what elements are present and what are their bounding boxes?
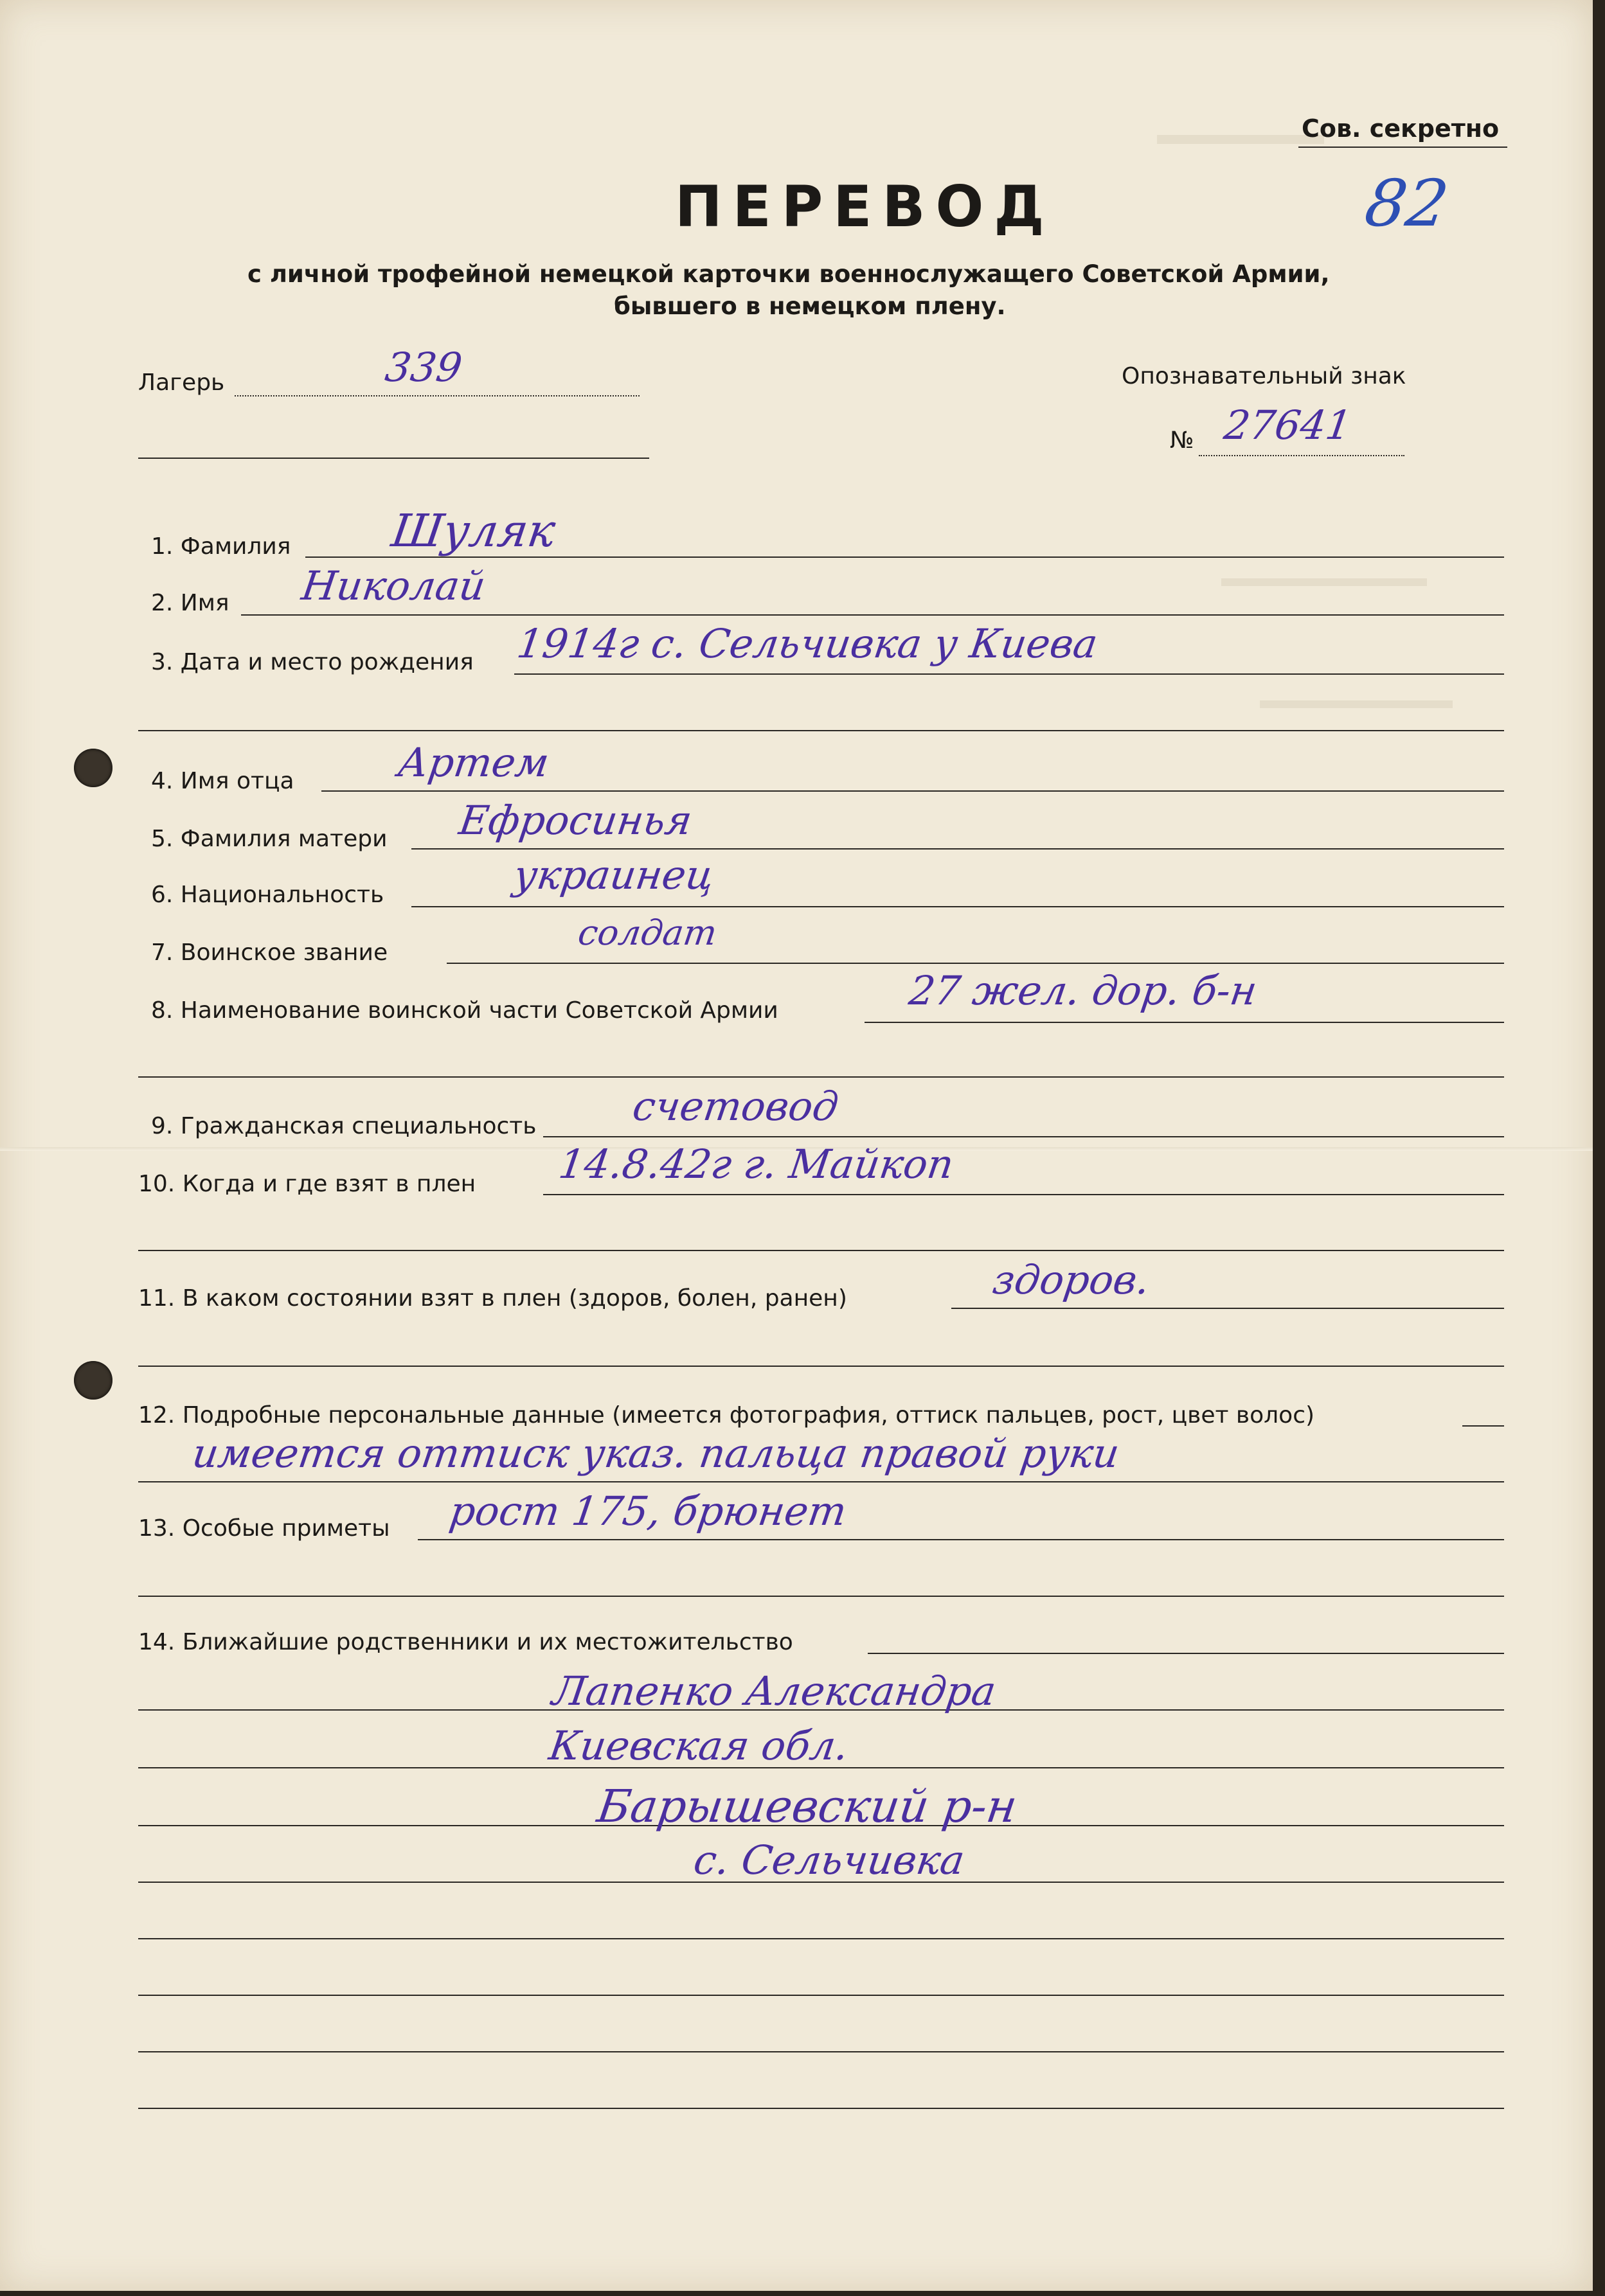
bleed-through xyxy=(1221,578,1427,586)
field-line xyxy=(138,2108,1504,2109)
nationality-value: украинец xyxy=(510,851,717,898)
field-label: 8. Наименование воинской части Советской Армии xyxy=(151,997,778,1024)
first-name-value: Николай xyxy=(298,562,489,609)
field-line xyxy=(321,790,1504,792)
camp-line xyxy=(235,395,640,396)
classification-stamp: Сов. секретно xyxy=(1302,114,1500,143)
features-value: рост 175, брюнет xyxy=(446,1488,850,1535)
field-line xyxy=(868,1653,1504,1654)
page-subtitle: с личной трофейной немецкой карточки военнослужащего Советской Армии, xyxy=(247,260,1330,288)
number-sign: № xyxy=(1170,427,1194,454)
field-line xyxy=(411,848,1504,850)
bleed-through xyxy=(1157,135,1324,144)
field-label: 10. Когда и где взят в плен xyxy=(138,1171,476,1197)
sheet-number: 82 xyxy=(1360,166,1453,241)
blank-line xyxy=(138,1250,1504,1251)
field-label: 7. Воинское звание xyxy=(151,939,388,966)
field-line xyxy=(447,963,1504,964)
camp-label: Лагерь xyxy=(138,369,225,396)
field-label: 3. Дата и место рождения xyxy=(151,649,474,675)
field-line xyxy=(1462,1425,1504,1427)
father-name-value: Артем xyxy=(395,739,552,786)
field-label: 13. Особые приметы xyxy=(138,1515,390,1542)
condition-value: здоров. xyxy=(989,1256,1153,1303)
bleed-through xyxy=(1260,700,1453,708)
page-title: ПЕРЕВОД xyxy=(675,174,1055,240)
rank-value: солдат xyxy=(575,912,720,953)
unit-value: 27 жел. дор. б-н xyxy=(906,967,1260,1014)
field-label: 1. Фамилия xyxy=(151,533,291,560)
field-label: 5. Фамилия матери xyxy=(151,826,388,852)
field-line xyxy=(951,1308,1504,1309)
blank-line xyxy=(138,458,649,459)
id-tag-value: 27641 xyxy=(1221,402,1355,449)
field-label: 2. Имя xyxy=(151,590,229,616)
personal-data-value: имеется оттиск указ. пальца правой руки xyxy=(189,1430,1122,1477)
capture-value: 14.8.42г г. Майкоп xyxy=(555,1141,957,1188)
id-tag-label: Опознавательный знак xyxy=(1122,363,1406,389)
field-line xyxy=(138,1938,1504,1939)
birth-value: 1914г с. Сельчивка у Киева xyxy=(514,620,1101,667)
field-line xyxy=(543,1136,1504,1137)
profession-value: счетовод xyxy=(629,1083,841,1130)
punch-hole xyxy=(74,749,112,787)
camp-value: 339 xyxy=(382,344,465,391)
relatives-line: Лапенко Александра xyxy=(549,1668,999,1714)
blank-line xyxy=(138,730,1504,731)
field-label: 12. Подробные персональные данные (имеется фотография, оттиск пальцев, рост, цвет волос) xyxy=(138,1402,1315,1428)
id-tag-line xyxy=(1199,455,1404,456)
field-line xyxy=(543,1194,1504,1195)
relatives-line: с. Сельчивка xyxy=(690,1837,968,1883)
mother-name-value: Ефросинья xyxy=(456,797,695,844)
field-label: 4. Имя отца xyxy=(151,768,294,794)
field-line xyxy=(138,2051,1504,2052)
blank-line xyxy=(138,1366,1504,1367)
field-line xyxy=(418,1539,1504,1540)
classification-underline xyxy=(1298,147,1507,148)
page-subtitle: бывшего в немецком плену. xyxy=(614,292,1006,320)
field-line xyxy=(514,673,1504,675)
field-label: 9. Гражданская специальность xyxy=(151,1113,537,1139)
surname-value: Шуляк xyxy=(388,504,559,557)
field-line xyxy=(865,1022,1504,1023)
field-label: 11. В каком состоянии взят в плен (здоров, болен, ранен) xyxy=(138,1285,847,1312)
relatives-line: Киевская обл. xyxy=(546,1722,852,1769)
punch-hole xyxy=(74,1361,112,1400)
field-line xyxy=(411,906,1504,907)
blank-line xyxy=(138,1076,1504,1078)
field-label: 6. Национальность xyxy=(151,882,384,908)
field-line xyxy=(241,614,1504,616)
field-label: 14. Ближайшие родственники и их местожительство xyxy=(138,1629,793,1655)
blank-line xyxy=(138,1596,1504,1597)
relatives-line: Барышевский р-н xyxy=(594,1780,1021,1833)
field-line xyxy=(138,1995,1504,1996)
field-line xyxy=(138,1481,1504,1482)
